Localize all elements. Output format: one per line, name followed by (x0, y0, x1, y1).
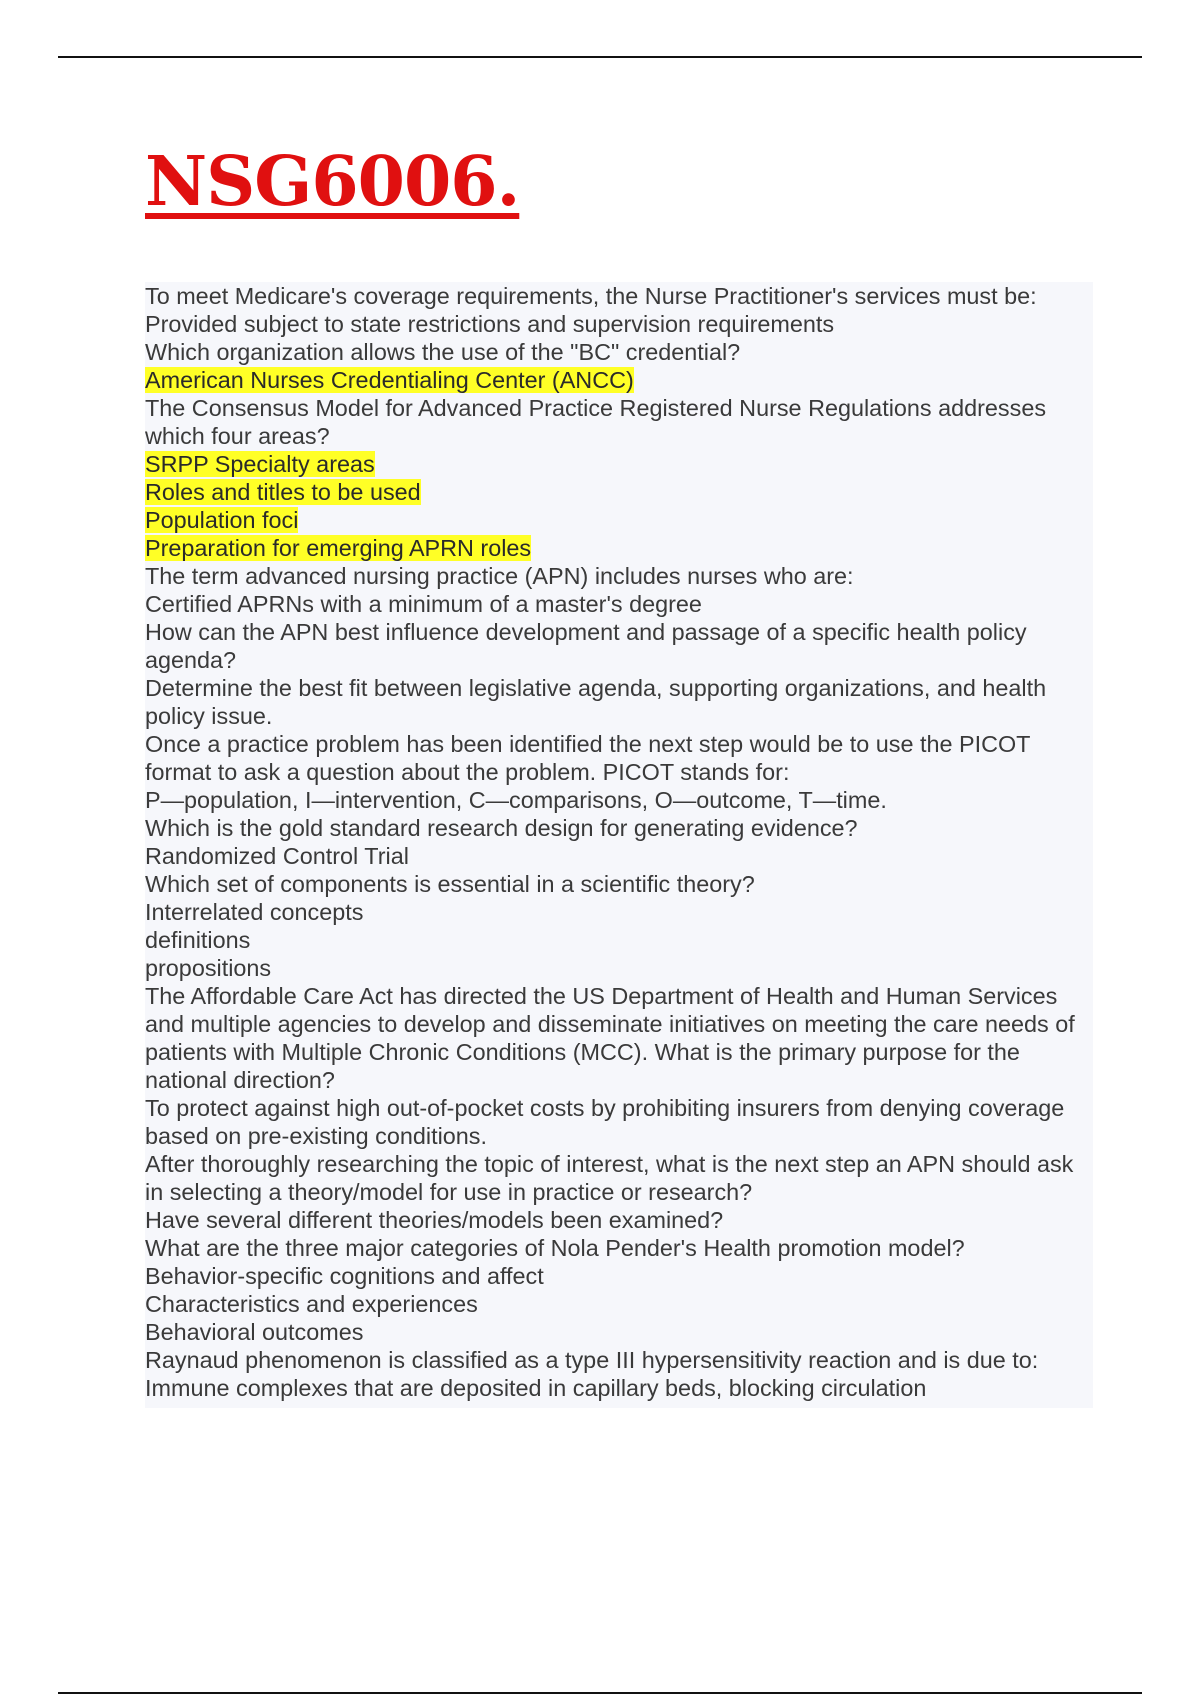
highlighted-answer-line (145, 366, 1093, 394)
line-text: propositions (145, 955, 272, 981)
header-rule (58, 56, 1142, 58)
line-text: To protect against high out-of-pocket costs by prohibiting insurers from denying coverage based on pre-existing conditions. (145, 1095, 1065, 1149)
text-line (145, 1150, 1093, 1206)
text-line (145, 870, 1093, 898)
line-text: Provided subject to state restrictions and supervision requirements (145, 311, 835, 337)
highlighted-text: American Nurses Credentialing Center (ANCC) (145, 367, 634, 393)
text-line (145, 1234, 1093, 1262)
text-line (145, 814, 1093, 842)
line-text: Which set of components is essential in a scientific theory? (145, 871, 755, 897)
highlighted-text: Roles and titles to be used (145, 479, 421, 505)
text-line (145, 310, 1093, 338)
line-text: Once a practice problem has been identified the next step would be to use the PICOT format to ask a question about the problem. PICOT stands for: (145, 731, 1031, 785)
line-text: Characteristics and experiences (145, 1291, 478, 1317)
highlighted-text: Population foci (145, 507, 299, 533)
text-line (145, 1206, 1093, 1234)
document-title: NSG6006. (145, 142, 520, 222)
text-line (145, 926, 1093, 954)
line-text: The Affordable Care Act has directed the US Department of Health and Human Services and multiple agencies to develop and disseminate initiatives on meeting the care needs of patients with Multiple Chronic Conditions (MCC). What is the primary purpose for the national direction? (145, 983, 1075, 1093)
line-text: After thoroughly researching the topic of interest, what is the next step an APN should ask in selecting a theory/model for use in practice or research? (145, 1151, 1074, 1205)
text-line (145, 282, 1093, 310)
line-text: What are the three major categories of Nola Pender's Health promotion model? (145, 1235, 965, 1261)
text-line (145, 590, 1093, 618)
line-text: The term advanced nursing practice (APN) includes nurses who are: (145, 563, 854, 589)
text-line (145, 394, 1093, 450)
line-text: The Consensus Model for Advanced Practice Registered Nurse Regulations addresses which four areas? (145, 395, 1047, 449)
text-line (145, 1290, 1093, 1318)
highlighted-answer-line (145, 534, 1093, 562)
line-text: Certified APRNs with a minimum of a master's degree (145, 591, 702, 617)
text-line (145, 842, 1093, 870)
text-line (145, 674, 1093, 730)
text-line (145, 562, 1093, 590)
line-text: To meet Medicare's coverage requirements, the Nurse Practitioner's services must be: (145, 283, 1037, 309)
line-text: definitions (145, 927, 251, 953)
line-text: Have several different theories/models been examined? (145, 1207, 724, 1233)
line-text: Randomized Control Trial (145, 843, 409, 869)
text-line (145, 1318, 1093, 1346)
line-text: Raynaud phenomenon is classified as a type III hypersensitivity reaction and is due to: (145, 1347, 1039, 1373)
text-line (145, 1262, 1093, 1290)
text-line (145, 786, 1093, 814)
text-line (145, 338, 1093, 366)
text-line (145, 1094, 1093, 1150)
line-text: Determine the best fit between legislative agenda, supporting organizations, and health policy issue. (145, 675, 1047, 729)
text-line (145, 954, 1093, 982)
line-text: P—population, I—intervention, C—comparisons, O—outcome, T—time. (145, 787, 887, 813)
line-text: Immune complexes that are deposited in capillary beds, blocking circulation (145, 1375, 927, 1401)
line-text: Behavior-specific cognitions and affect (145, 1263, 544, 1289)
highlighted-answer-line (145, 478, 1093, 506)
highlighted-answer-line (145, 450, 1093, 478)
text-line (145, 982, 1093, 1094)
highlighted-text: SRPP Specialty areas (145, 451, 375, 477)
highlighted-answer-line (145, 506, 1093, 534)
line-text: Interrelated concepts (145, 899, 364, 925)
text-line (145, 1374, 1093, 1402)
text-line (145, 1346, 1093, 1374)
line-text: Behavioral outcomes (145, 1319, 364, 1345)
line-text: Which is the gold standard research design for generating evidence? (145, 815, 858, 841)
line-text: Which organization allows the use of the "BC" credential? (145, 339, 741, 365)
highlighted-text: Preparation for emerging APRN roles (145, 535, 532, 561)
document-body (145, 282, 1093, 1408)
text-line (145, 618, 1093, 674)
text-line (145, 730, 1093, 786)
line-text: How can the APN best influence development and passage of a specific health policy agenda? (145, 619, 1027, 673)
footer-rule (58, 1692, 1142, 1694)
text-line (145, 898, 1093, 926)
